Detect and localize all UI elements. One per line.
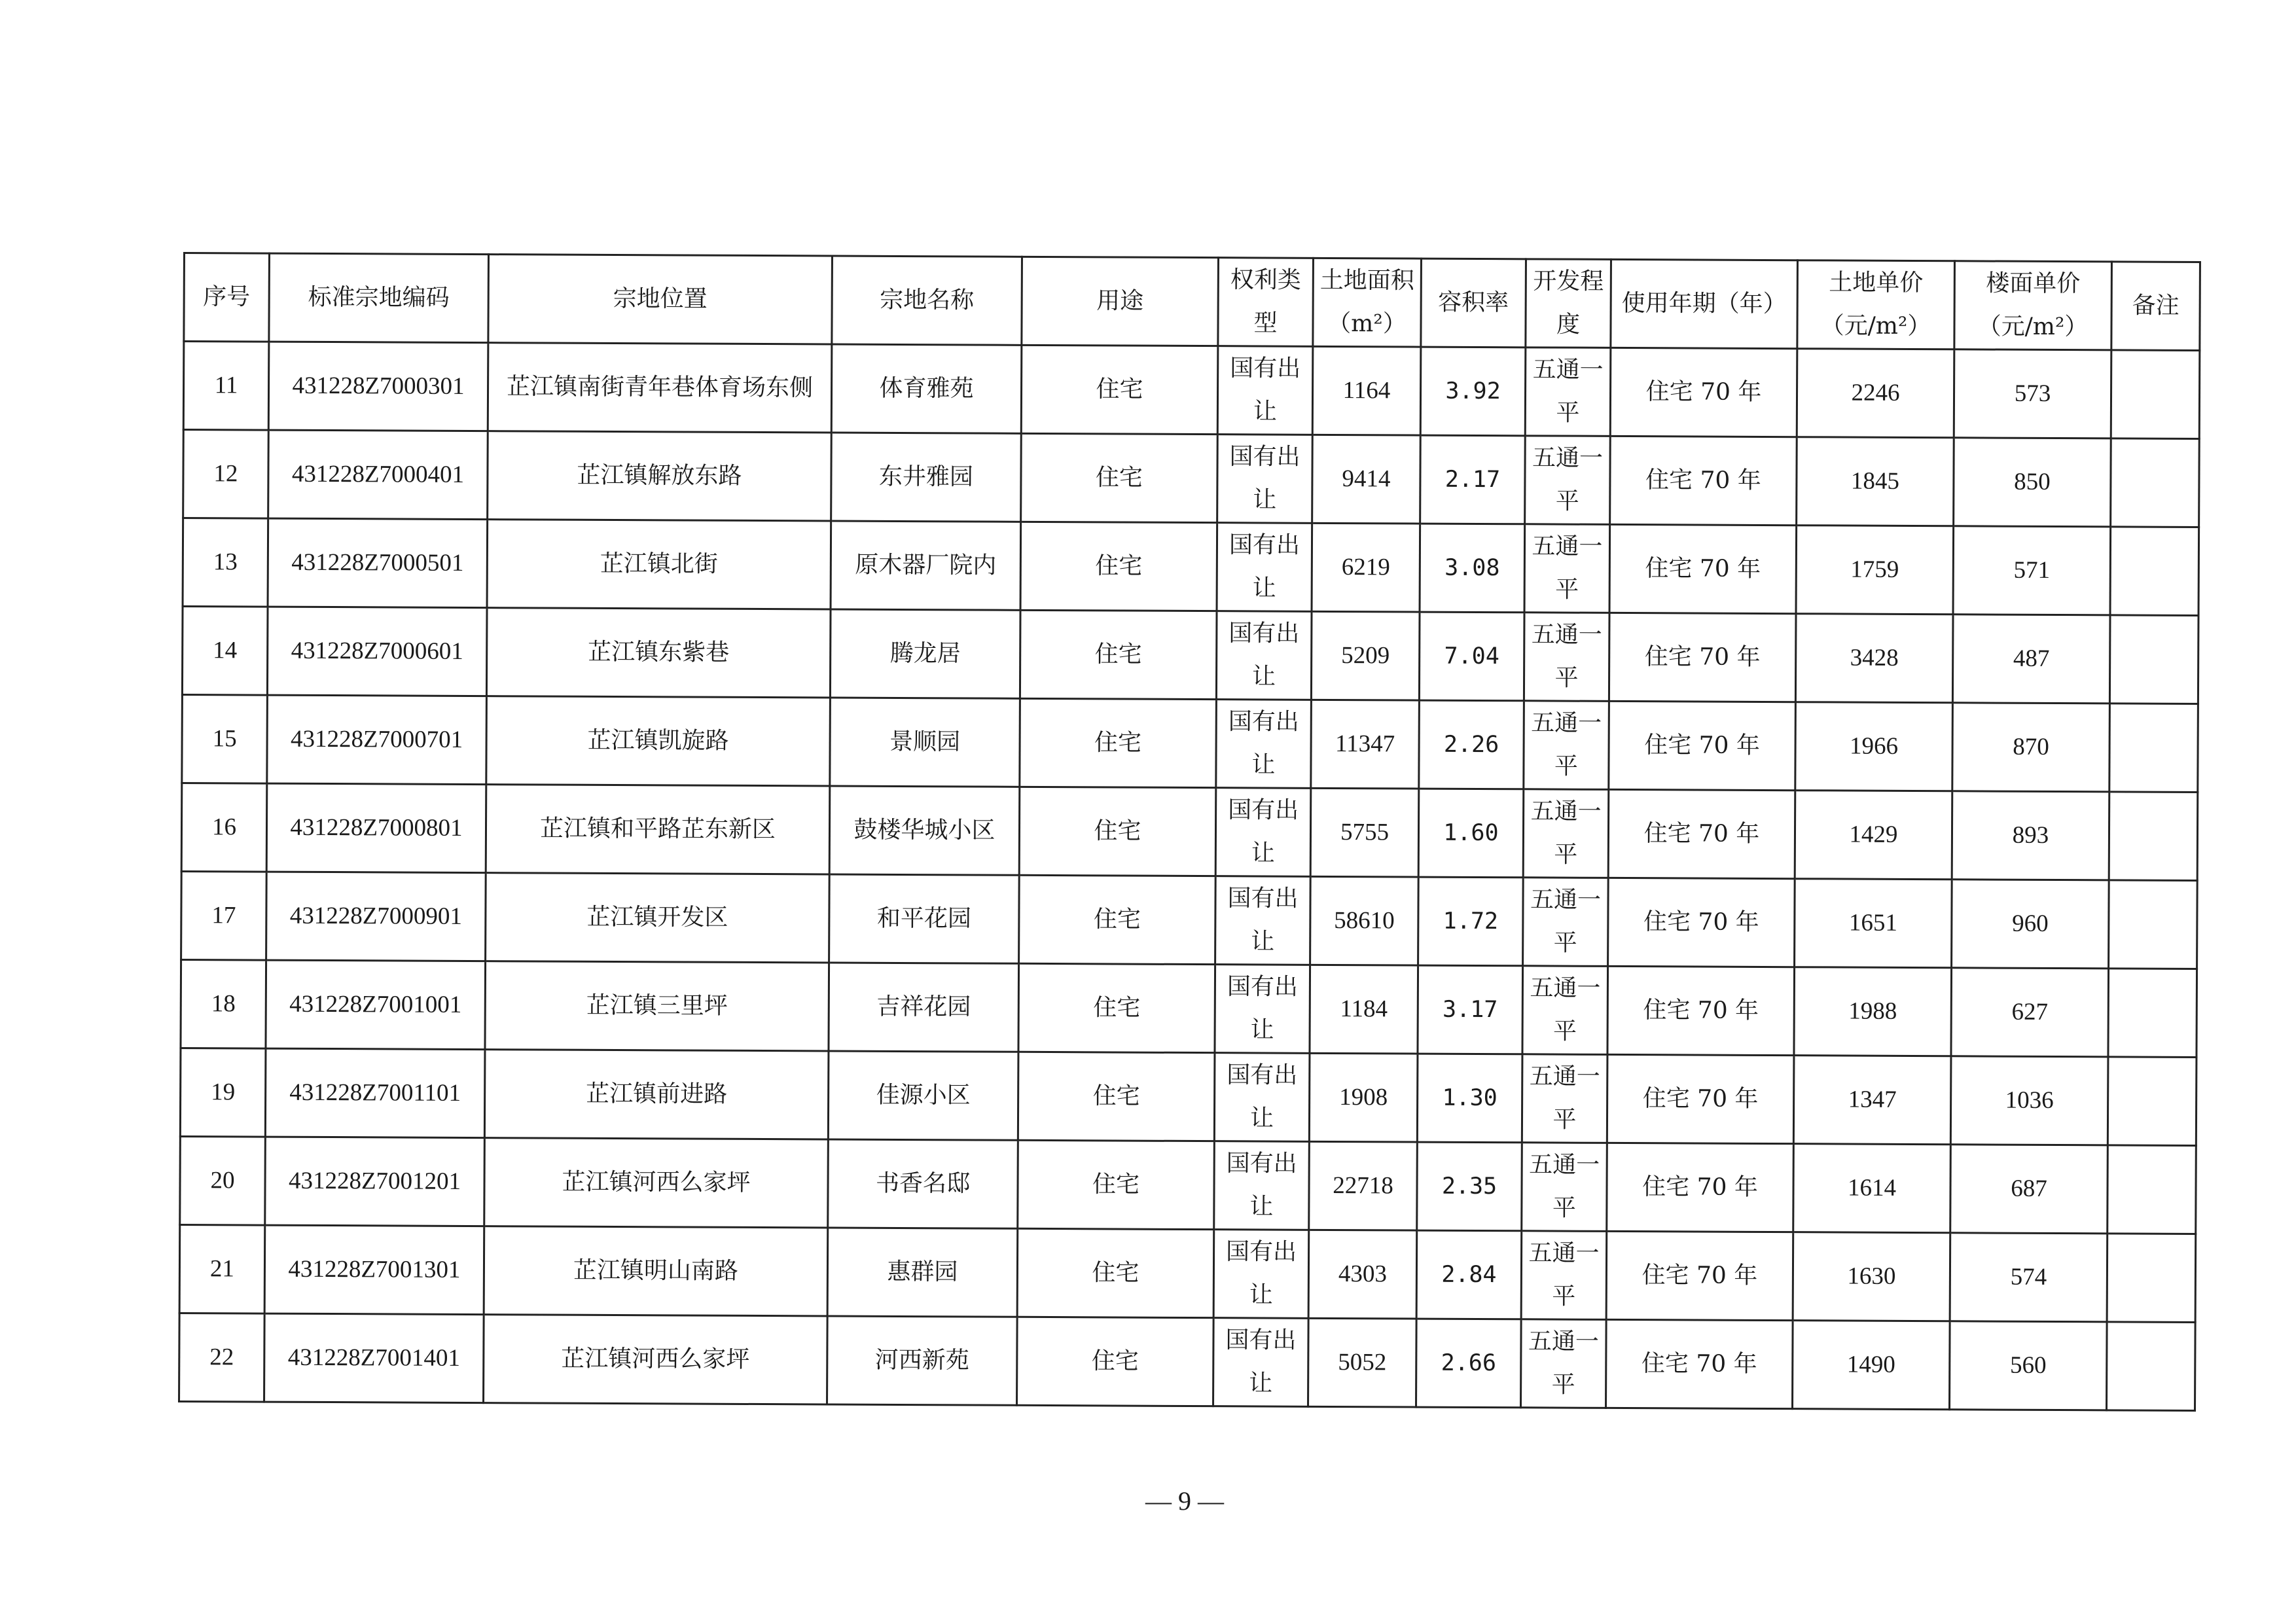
cell-land-price: 1630 bbox=[1793, 1232, 1950, 1321]
cell-land-area: 11347 bbox=[1311, 700, 1420, 789]
cell-note bbox=[2109, 880, 2198, 969]
cell-land-area: 22718 bbox=[1309, 1141, 1418, 1230]
cell-floor-price: 870 bbox=[1952, 703, 2110, 792]
cell-land-price: 1759 bbox=[1796, 526, 1954, 615]
table-row bbox=[183, 430, 2200, 527]
cell-dev-level: 五通一平 bbox=[1524, 524, 1610, 613]
cell-plot-ratio: 2.66 bbox=[1416, 1319, 1522, 1408]
cell-name: 原木器厂院内 bbox=[831, 521, 1021, 610]
cell-note bbox=[2109, 615, 2198, 704]
cell-index: 15 bbox=[182, 694, 268, 783]
cell-plot-ratio: 1.30 bbox=[1417, 1054, 1522, 1143]
cell-rights-type: 国有出让 bbox=[1217, 523, 1312, 612]
cell-note bbox=[2109, 704, 2198, 793]
cell-name: 吉祥花园 bbox=[829, 963, 1019, 1052]
cell-name: 佳源小区 bbox=[828, 1051, 1018, 1140]
cell-note bbox=[2109, 792, 2198, 881]
cell-code: 431228Z7000901 bbox=[266, 872, 486, 961]
header-location: 宗地位置 bbox=[488, 255, 833, 344]
cell-land-price: 1845 bbox=[1797, 437, 1954, 526]
cell-code: 431228Z7000301 bbox=[268, 342, 488, 431]
cell-location: 芷江镇河西么家坪 bbox=[484, 1315, 828, 1404]
table-row bbox=[181, 871, 2198, 969]
cell-plot-ratio: 2.84 bbox=[1416, 1230, 1522, 1319]
cell-note bbox=[2108, 1057, 2197, 1146]
cell-term: 住宅 70 年 bbox=[1607, 966, 1795, 1055]
cell-location: 芷江镇解放东路 bbox=[488, 431, 832, 521]
cell-land-area: 5209 bbox=[1311, 611, 1420, 700]
cell-usage: 住宅 bbox=[1018, 963, 1215, 1052]
cell-term: 住宅 70 年 bbox=[1607, 1054, 1794, 1143]
cell-name: 东井雅园 bbox=[831, 433, 1022, 522]
cell-dev-level: 五通一平 bbox=[1525, 348, 1611, 437]
cell-land-area: 6219 bbox=[1312, 523, 1420, 612]
cell-plot-ratio: 3.17 bbox=[1418, 965, 1523, 1054]
cell-rights-type: 国有出让 bbox=[1214, 1141, 1310, 1230]
cell-floor-price: 687 bbox=[1950, 1145, 2108, 1234]
cell-note bbox=[2111, 438, 2200, 527]
cell-term: 住宅 70 年 bbox=[1606, 1319, 1793, 1408]
cell-location: 芷江镇开发区 bbox=[486, 873, 830, 963]
cell-rights-type: 国有出让 bbox=[1215, 876, 1311, 965]
table-row bbox=[183, 518, 2199, 616]
cell-location: 芷江镇前进路 bbox=[484, 1050, 829, 1139]
table-row bbox=[182, 607, 2198, 704]
cell-location: 芷江镇河西么家坪 bbox=[484, 1138, 829, 1228]
cell-location: 芷江镇明山南路 bbox=[484, 1226, 828, 1316]
cell-note bbox=[2106, 1322, 2195, 1411]
cell-land-price: 1429 bbox=[1795, 791, 1952, 880]
cell-index: 19 bbox=[180, 1048, 266, 1137]
cell-dev-level: 五通一平 bbox=[1523, 878, 1609, 967]
cell-rights-type: 国有出让 bbox=[1217, 435, 1313, 524]
cell-plot-ratio: 2.35 bbox=[1417, 1142, 1522, 1231]
cell-name: 腾龙居 bbox=[830, 609, 1020, 698]
cell-usage: 住宅 bbox=[1021, 433, 1218, 522]
cell-usage: 住宅 bbox=[1020, 522, 1217, 611]
cell-land-price: 1988 bbox=[1794, 967, 1952, 1056]
cell-location: 芷江镇南街青年巷体育场东侧 bbox=[488, 343, 832, 433]
cell-plot-ratio: 2.17 bbox=[1420, 435, 1526, 524]
cell-plot-ratio: 7.04 bbox=[1419, 612, 1524, 701]
cell-index: 16 bbox=[181, 783, 267, 872]
cell-land-area: 5755 bbox=[1310, 788, 1419, 877]
cell-dev-level: 五通一平 bbox=[1524, 701, 1609, 790]
table-row bbox=[180, 1136, 2197, 1234]
cell-name: 景顺园 bbox=[830, 698, 1020, 787]
cell-location: 芷江镇东紫巷 bbox=[486, 608, 831, 698]
cell-code: 431228Z7000501 bbox=[268, 518, 488, 608]
cell-location: 芷江镇凯旋路 bbox=[486, 696, 831, 786]
cell-location: 芷江镇三里坪 bbox=[485, 961, 829, 1051]
cell-name: 书香名邸 bbox=[828, 1139, 1018, 1228]
header-index: 序号 bbox=[184, 253, 270, 342]
cell-name: 鼓楼华城小区 bbox=[829, 786, 1020, 875]
cell-rights-type: 国有出让 bbox=[1215, 965, 1310, 1054]
cell-usage: 住宅 bbox=[1019, 787, 1216, 876]
cell-usage: 住宅 bbox=[1021, 345, 1218, 434]
table-body bbox=[179, 342, 2200, 1411]
cell-rights-type: 国有出让 bbox=[1216, 700, 1312, 789]
cell-note bbox=[2107, 1234, 2196, 1323]
cell-floor-price: 850 bbox=[1954, 438, 2111, 527]
cell-land-area: 1164 bbox=[1312, 346, 1421, 435]
cell-land-area: 4303 bbox=[1308, 1230, 1417, 1319]
cell-plot-ratio: 3.92 bbox=[1420, 347, 1526, 436]
table-row bbox=[179, 1313, 2196, 1410]
cell-dev-level: 五通一平 bbox=[1524, 613, 1609, 702]
cell-floor-price: 1036 bbox=[1950, 1056, 2108, 1145]
header-usage: 用途 bbox=[1022, 257, 1219, 346]
cell-dev-level: 五通一平 bbox=[1523, 789, 1609, 878]
cell-land-area: 5052 bbox=[1308, 1318, 1417, 1407]
cell-term: 住宅 70 年 bbox=[1609, 524, 1797, 613]
cell-index: 17 bbox=[181, 871, 267, 960]
cell-index: 12 bbox=[183, 430, 269, 519]
cell-dev-level: 五通一平 bbox=[1522, 966, 1608, 1055]
cell-dev-level: 五通一平 bbox=[1521, 1319, 1607, 1408]
table-row bbox=[181, 783, 2198, 880]
header-name: 宗地名称 bbox=[832, 256, 1022, 345]
cell-usage: 住宅 bbox=[1017, 1228, 1214, 1317]
cell-land-area: 1184 bbox=[1310, 965, 1418, 1054]
table-row bbox=[179, 1224, 2196, 1322]
cell-land-price: 3428 bbox=[1795, 614, 1953, 703]
cell-land-price: 1490 bbox=[1793, 1321, 1950, 1410]
table-row bbox=[183, 342, 2200, 439]
cell-floor-price: 574 bbox=[1950, 1233, 2108, 1322]
header-plot-ratio: 容积率 bbox=[1421, 259, 1526, 348]
header-note: 备注 bbox=[2111, 262, 2200, 351]
cell-floor-price: 487 bbox=[1952, 615, 2110, 704]
table-header-row bbox=[184, 253, 2200, 351]
cell-term: 住宅 70 年 bbox=[1608, 878, 1795, 967]
cell-term: 住宅 70 年 bbox=[1609, 613, 1796, 702]
cell-location: 芷江镇北街 bbox=[487, 520, 831, 609]
cell-name: 河西新苑 bbox=[827, 1316, 1018, 1405]
table-row bbox=[180, 1048, 2197, 1145]
cell-rights-type: 国有出让 bbox=[1213, 1318, 1309, 1407]
header-dev-level: 开发程度 bbox=[1526, 259, 1611, 348]
cell-usage: 住宅 bbox=[1020, 698, 1217, 787]
cell-term: 住宅 70 年 bbox=[1609, 701, 1796, 790]
cell-floor-price: 571 bbox=[1953, 526, 2111, 615]
cell-index: 18 bbox=[181, 959, 266, 1048]
cell-land-area: 9414 bbox=[1312, 435, 1421, 524]
page-number: — 9 — bbox=[1145, 1486, 1224, 1516]
cell-land-area: 1908 bbox=[1309, 1053, 1418, 1142]
cell-term: 住宅 70 年 bbox=[1610, 348, 1797, 437]
table-row bbox=[182, 694, 2198, 792]
cell-code: 431228Z7001201 bbox=[265, 1137, 485, 1226]
cell-code: 431228Z7000601 bbox=[267, 607, 487, 696]
cell-land-price: 1966 bbox=[1795, 702, 1953, 791]
cell-name: 和平花园 bbox=[829, 874, 1020, 963]
cell-usage: 住宅 bbox=[1019, 875, 1216, 964]
cell-rights-type: 国有出让 bbox=[1217, 346, 1313, 435]
cell-code: 431228Z7000701 bbox=[267, 695, 487, 785]
header-term: 使用年期（年） bbox=[1611, 259, 1798, 348]
cell-note bbox=[2108, 969, 2197, 1058]
header-land-price: 土地单价（元/m²） bbox=[1797, 260, 1955, 349]
cell-code: 431228Z7000401 bbox=[268, 430, 488, 520]
header-land-area: 土地面积（m²） bbox=[1313, 258, 1422, 347]
cell-rights-type: 国有出让 bbox=[1214, 1053, 1310, 1142]
cell-code: 431228Z7001401 bbox=[264, 1313, 484, 1403]
table-row bbox=[181, 959, 2197, 1057]
cell-code: 431228Z7001101 bbox=[265, 1048, 485, 1138]
cell-index: 14 bbox=[182, 607, 268, 696]
cell-floor-price: 627 bbox=[1951, 968, 2109, 1057]
cell-rights-type: 国有出让 bbox=[1213, 1230, 1309, 1319]
cell-dev-level: 五通一平 bbox=[1525, 436, 1611, 525]
cell-floor-price: 893 bbox=[1952, 791, 2109, 880]
cell-floor-price: 960 bbox=[1952, 880, 2109, 969]
cell-index: 20 bbox=[180, 1136, 266, 1225]
cell-term: 住宅 70 年 bbox=[1606, 1231, 1793, 1320]
cell-name: 惠群园 bbox=[827, 1228, 1018, 1317]
cell-floor-price: 573 bbox=[1954, 349, 2111, 438]
cell-land-price: 1651 bbox=[1795, 879, 1952, 968]
cell-index: 22 bbox=[179, 1313, 265, 1402]
cell-code: 431228Z7001301 bbox=[264, 1225, 484, 1315]
header-rights-type: 权利类型 bbox=[1218, 258, 1314, 347]
cell-plot-ratio: 1.60 bbox=[1418, 789, 1524, 878]
cell-dev-level: 五通一平 bbox=[1522, 1054, 1607, 1143]
cell-term: 住宅 70 年 bbox=[1610, 436, 1797, 525]
cell-plot-ratio: 3.08 bbox=[1420, 524, 1525, 613]
cell-usage: 住宅 bbox=[1017, 1317, 1214, 1406]
cell-index: 11 bbox=[183, 342, 269, 431]
cell-land-area: 58610 bbox=[1310, 876, 1419, 965]
cell-usage: 住宅 bbox=[1020, 610, 1217, 699]
cell-land-price: 2246 bbox=[1797, 349, 1954, 438]
cell-rights-type: 国有出让 bbox=[1215, 788, 1311, 877]
header-code: 标准宗地编码 bbox=[269, 253, 489, 343]
cell-plot-ratio: 2.26 bbox=[1419, 700, 1524, 789]
cell-floor-price: 560 bbox=[1950, 1321, 2108, 1410]
cell-code: 431228Z7000801 bbox=[266, 783, 486, 873]
cell-term: 住宅 70 年 bbox=[1608, 789, 1795, 878]
cell-note bbox=[2110, 527, 2199, 616]
cell-index: 21 bbox=[179, 1224, 265, 1313]
land-price-table bbox=[178, 252, 2201, 1412]
cell-usage: 住宅 bbox=[1018, 1052, 1215, 1141]
cell-location: 芷江镇和平路芷东新区 bbox=[486, 785, 830, 874]
cell-usage: 住宅 bbox=[1018, 1140, 1215, 1229]
cell-note bbox=[2111, 350, 2200, 439]
cell-note bbox=[2108, 1145, 2197, 1234]
cell-code: 431228Z7001001 bbox=[266, 960, 486, 1050]
cell-dev-level: 五通一平 bbox=[1522, 1143, 1607, 1232]
cell-land-price: 1347 bbox=[1793, 1056, 1951, 1145]
cell-term: 住宅 70 年 bbox=[1607, 1143, 1794, 1232]
header-floor-price: 楼面单价（元/m²） bbox=[1954, 261, 2112, 350]
cell-plot-ratio: 1.72 bbox=[1418, 877, 1524, 966]
cell-index: 13 bbox=[183, 518, 268, 607]
cell-land-price: 1614 bbox=[1793, 1144, 1951, 1233]
cell-name: 体育雅苑 bbox=[831, 344, 1022, 433]
cell-dev-level: 五通一平 bbox=[1521, 1231, 1607, 1320]
cell-rights-type: 国有出让 bbox=[1216, 611, 1312, 700]
